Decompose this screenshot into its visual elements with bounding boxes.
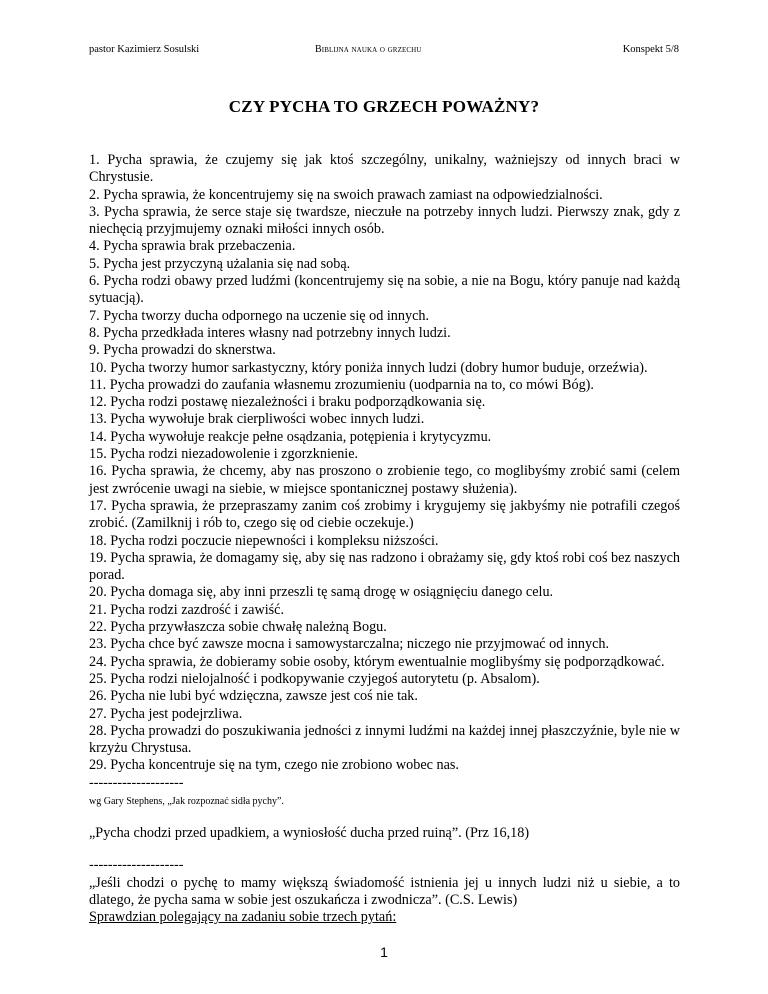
list-item: 15. Pycha rodzi niezadowolenie i zgorzknienie. bbox=[89, 446, 359, 463]
list-item: 24. Pycha sprawia, że dobieramy sobie osoby, którym ewentualnie moglibyśmy się podporządkować. bbox=[89, 653, 665, 670]
list-item: 4. Pycha sprawia brak przebaczenia. bbox=[89, 238, 296, 255]
header-author: pastor Kazimierz Sosulski bbox=[89, 44, 200, 55]
list-item: 14. Pycha wywołuje reakcje pełne osądzania, potępienia i krytycyzmu. bbox=[89, 428, 492, 445]
header-booklet: Konspekt 5/8 bbox=[622, 44, 679, 55]
list-item: 20. Pycha domaga się, aby inni przeszli tę samą drogę w osiągnięciu danego celu. bbox=[89, 584, 554, 601]
list-item: 6. Pycha rodzi obawy przed ludźmi (koncentrujemy się na sobie, a nie na Bogu, który panuje nad każdą sytuacją). bbox=[89, 273, 680, 307]
list-item: 10. Pycha tworzy humor sarkastyczny, który poniża innych ludzi (dobry humor buduje, orzeźwia). bbox=[89, 359, 648, 376]
source-citation: wg Gary Stephens, „Jak rozpoznać sidła pychy”. bbox=[89, 795, 284, 807]
list-item: 3. Pycha sprawia, że serce staje się twardsze, nieczułe na potrzeby innych ludzi. Pierwszy znak, gdy z niechęcią przyjmujemy oznaki miłości innych osób. bbox=[89, 203, 680, 238]
list-item: 21. Pycha rodzi zazdrość i zawiść. bbox=[89, 601, 285, 618]
test-heading: Sprawdzian polegający na zadaniu sobie trzech pytań: bbox=[89, 909, 397, 926]
header-series: Biblijna nauka o grzechu bbox=[315, 44, 422, 55]
separator-line: -------------------- bbox=[89, 774, 184, 791]
list-item: 29. Pycha koncentruje się na tym, czego nie zrobiono wobec nas. bbox=[89, 757, 459, 774]
list-item: 26. Pycha nie lubi być wdzięczna, zawsze jest coś nie tak. bbox=[89, 688, 418, 705]
list-item: 27. Pycha jest podejrzliwa. bbox=[89, 705, 243, 722]
lewis-quote: „Jeśli chodzi o pychę to mamy większą świadomość istnienia jej u innych ludzi niż u siebie, a to dlatego, że pycha sama w sobie jest oszukańcza i zwodnicza”. (C.S. Lewis) bbox=[89, 874, 680, 908]
list-item: 28. Pycha prowadzi do poszukiwania jedności z innymi ludźmi na każdej innej płaszczyźnie, byle nie w krzyżu Chrystusa. bbox=[89, 722, 680, 757]
page-number: 1 bbox=[380, 944, 388, 960]
list-item: 1. Pycha sprawia, że czujemy się jak ktoś szczególny, unikalny, ważniejszy od innych braci w Chrystusie. bbox=[89, 152, 680, 186]
list-item: 5. Pycha jest przyczyną użalania się nad sobą. bbox=[89, 255, 351, 272]
document-title: CZY PYCHA TO GRZECH POWAŻNY? bbox=[228, 97, 540, 116]
separator-line: -------------------- bbox=[89, 857, 184, 874]
list-item: 22. Pycha przywłaszcza sobie chwałę należną Bogu. bbox=[89, 619, 387, 636]
pride-list bbox=[89, 152, 680, 775]
list-item: 8. Pycha przedkłada interes własny nad potrzebny innych ludzi. bbox=[89, 324, 451, 341]
list-item: 13. Pycha wywołuje brak cierpliwości wobec innych ludzi. bbox=[89, 411, 425, 428]
list-item: 23. Pycha chce być zawsze mocna i samowystarczalna; niczego nie przyjmować od innych. bbox=[89, 636, 610, 653]
list-item: 7. Pycha tworzy ducha odpornego na uczenie się od innych. bbox=[89, 307, 430, 324]
proverbs-quote: „Pycha chodzi przed upadkiem, a wyniosłość ducha przed ruiną”. (Prz 16,18) bbox=[89, 824, 530, 841]
list-item: 19. Pycha sprawia, że domagamy się, aby się nas radzono i obrażamy się, gdy ktoś robi coś bez naszych porad. bbox=[89, 549, 680, 584]
list-item: 17. Pycha sprawia, że przepraszamy zanim coś zrobimy i krygujemy się jakbyśmy nie potrafili czegoś zrobić. (Zamilknij i rób to, czego się od ciebie oczekuje.) bbox=[89, 497, 680, 532]
list-item: 11. Pycha prowadzi do zaufania własnemu zrozumieniu (uodparnia na to, co mówi Bóg). bbox=[89, 376, 594, 393]
list-item: 25. Pycha rodzi nielojalność i podkopywanie czyjegoś autorytetu (p. Absalom). bbox=[89, 670, 540, 687]
page-header bbox=[89, 44, 679, 58]
list-item: 18. Pycha rodzi poczucie niepewności i kompleksu niższości. bbox=[89, 532, 439, 549]
list-item: 16. Pycha sprawia, że chcemy, aby nas proszono o zrobienie tego, co moglibyśmy zrobić sami (celem jest zwrócenie uwagi na siebie, w miejsce spontanicznej postawy służenia). bbox=[89, 463, 680, 497]
document-body bbox=[89, 152, 680, 926]
list-item: 12. Pycha rodzi postawę niezależności i braku podporządkowania się. bbox=[89, 394, 486, 411]
list-item: 2. Pycha sprawia, że koncentrujemy się na swoich prawach zamiast na odpowiedzialności. bbox=[89, 186, 603, 203]
list-item: 9. Pycha prowadzi do sknerstwa. bbox=[89, 342, 276, 359]
